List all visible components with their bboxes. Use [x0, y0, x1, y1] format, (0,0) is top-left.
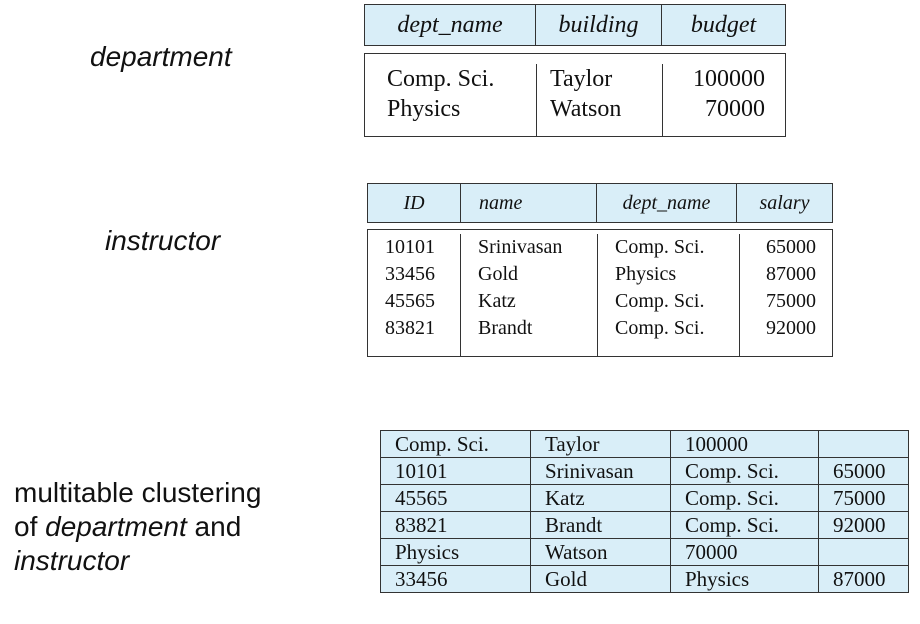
dept-cell: Taylor: [550, 66, 613, 92]
header-budget: budget: [690, 11, 757, 38]
department-label: department: [90, 41, 232, 72]
inst-cell: 10101: [385, 236, 435, 258]
cluster-cell: Watson: [531, 539, 671, 566]
instructor-table: [367, 183, 833, 357]
instructor-label: instructor: [105, 225, 221, 256]
inst-cell: 45565: [385, 290, 435, 312]
cluster-cell: 65000: [819, 458, 909, 485]
cluster-label-department: department: [45, 511, 187, 542]
cluster-cell: Comp. Sci.: [671, 458, 819, 485]
cluster-cell: Brandt: [531, 512, 671, 539]
inst-col-salary: [740, 234, 832, 356]
header-salary: salary: [759, 191, 810, 214]
cluster-cell: 87000: [819, 566, 909, 593]
cluster-row-instructor: [381, 566, 909, 593]
department-table: [364, 4, 786, 137]
inst-cell: Gold: [478, 263, 518, 285]
cluster-cell: Katz: [531, 485, 671, 512]
inst-col-id: [368, 234, 461, 356]
header-dept-name: dept_name: [365, 5, 536, 45]
cluster-cell: 75000: [819, 485, 909, 512]
inst-cell: 92000: [766, 317, 816, 339]
cluster-cell: Physics: [671, 566, 819, 593]
inst-col-dept-name: [598, 234, 740, 356]
header-dept-name: dept_name: [597, 184, 737, 222]
inst-cell: Comp. Sci.: [615, 290, 705, 312]
dept-cell: Comp. Sci.: [387, 66, 495, 92]
instructor-header: [367, 183, 833, 223]
header-building: building: [536, 5, 662, 45]
cluster-row-instructor: [381, 512, 909, 539]
cluster-row-department: [381, 539, 909, 566]
inst-col-name: [461, 234, 598, 356]
inst-cell: 65000: [766, 236, 816, 258]
inst-cell: Physics: [615, 263, 677, 285]
dept-col-building: [537, 64, 663, 136]
inst-cell: Srinivasan: [478, 236, 563, 258]
cluster-cell: 70000: [671, 539, 819, 566]
cluster-cell: Srinivasan: [531, 458, 671, 485]
dept-cell: Watson: [550, 96, 622, 122]
cluster-cell: Physics: [381, 539, 531, 566]
inst-cell: 33456: [385, 263, 435, 285]
cluster-cell: [819, 539, 909, 566]
cluster-label-line2: [14, 510, 261, 544]
cluster-cell: [819, 431, 909, 458]
inst-cell: Comp. Sci.: [615, 317, 705, 339]
cluster-cell: Taylor: [531, 431, 671, 458]
cluster-label-line1: multitable clustering: [14, 477, 262, 508]
cluster-cell: 92000: [819, 512, 909, 539]
cluster-row-instructor: [381, 485, 909, 512]
cluster-cell: 100000: [671, 431, 819, 458]
cluster-label-prefix: of: [14, 511, 46, 542]
inst-cell: Comp. Sci.: [615, 236, 705, 258]
cluster-cell: 45565: [381, 485, 531, 512]
inst-cell: 87000: [766, 263, 816, 285]
dept-cell: 100000: [693, 66, 765, 92]
cluster-label: [14, 476, 261, 578]
header-name: name: [461, 184, 597, 222]
dept-col-dept-name: [365, 64, 537, 136]
inst-cell: 83821: [385, 317, 435, 339]
inst-cell: Katz: [478, 290, 516, 312]
header-id: ID: [368, 184, 461, 222]
instructor-body: [367, 229, 833, 357]
cluster-cell: Gold: [531, 566, 671, 593]
cluster-label-line3: instructor: [14, 545, 130, 576]
inst-cell: Brandt: [478, 317, 533, 339]
dept-cell: 70000: [705, 96, 765, 122]
inst-cell: 75000: [766, 290, 816, 312]
cluster-cell: Comp. Sci.: [671, 512, 819, 539]
cluster-cell: 83821: [381, 512, 531, 539]
cluster-row-instructor: [381, 458, 909, 485]
cluster-cell: Comp. Sci.: [381, 431, 531, 458]
department-header: [364, 4, 786, 46]
cluster-cell: 33456: [381, 566, 531, 593]
cluster-cell: Comp. Sci.: [671, 485, 819, 512]
department-body: [364, 53, 786, 137]
dept-col-budget: [663, 64, 785, 136]
cluster-label-suffix: and: [186, 511, 242, 542]
cluster-row-department: [381, 431, 909, 458]
cluster-cell: 10101: [381, 458, 531, 485]
dept-cell: Physics: [387, 96, 461, 122]
cluster-table: [380, 430, 909, 593]
